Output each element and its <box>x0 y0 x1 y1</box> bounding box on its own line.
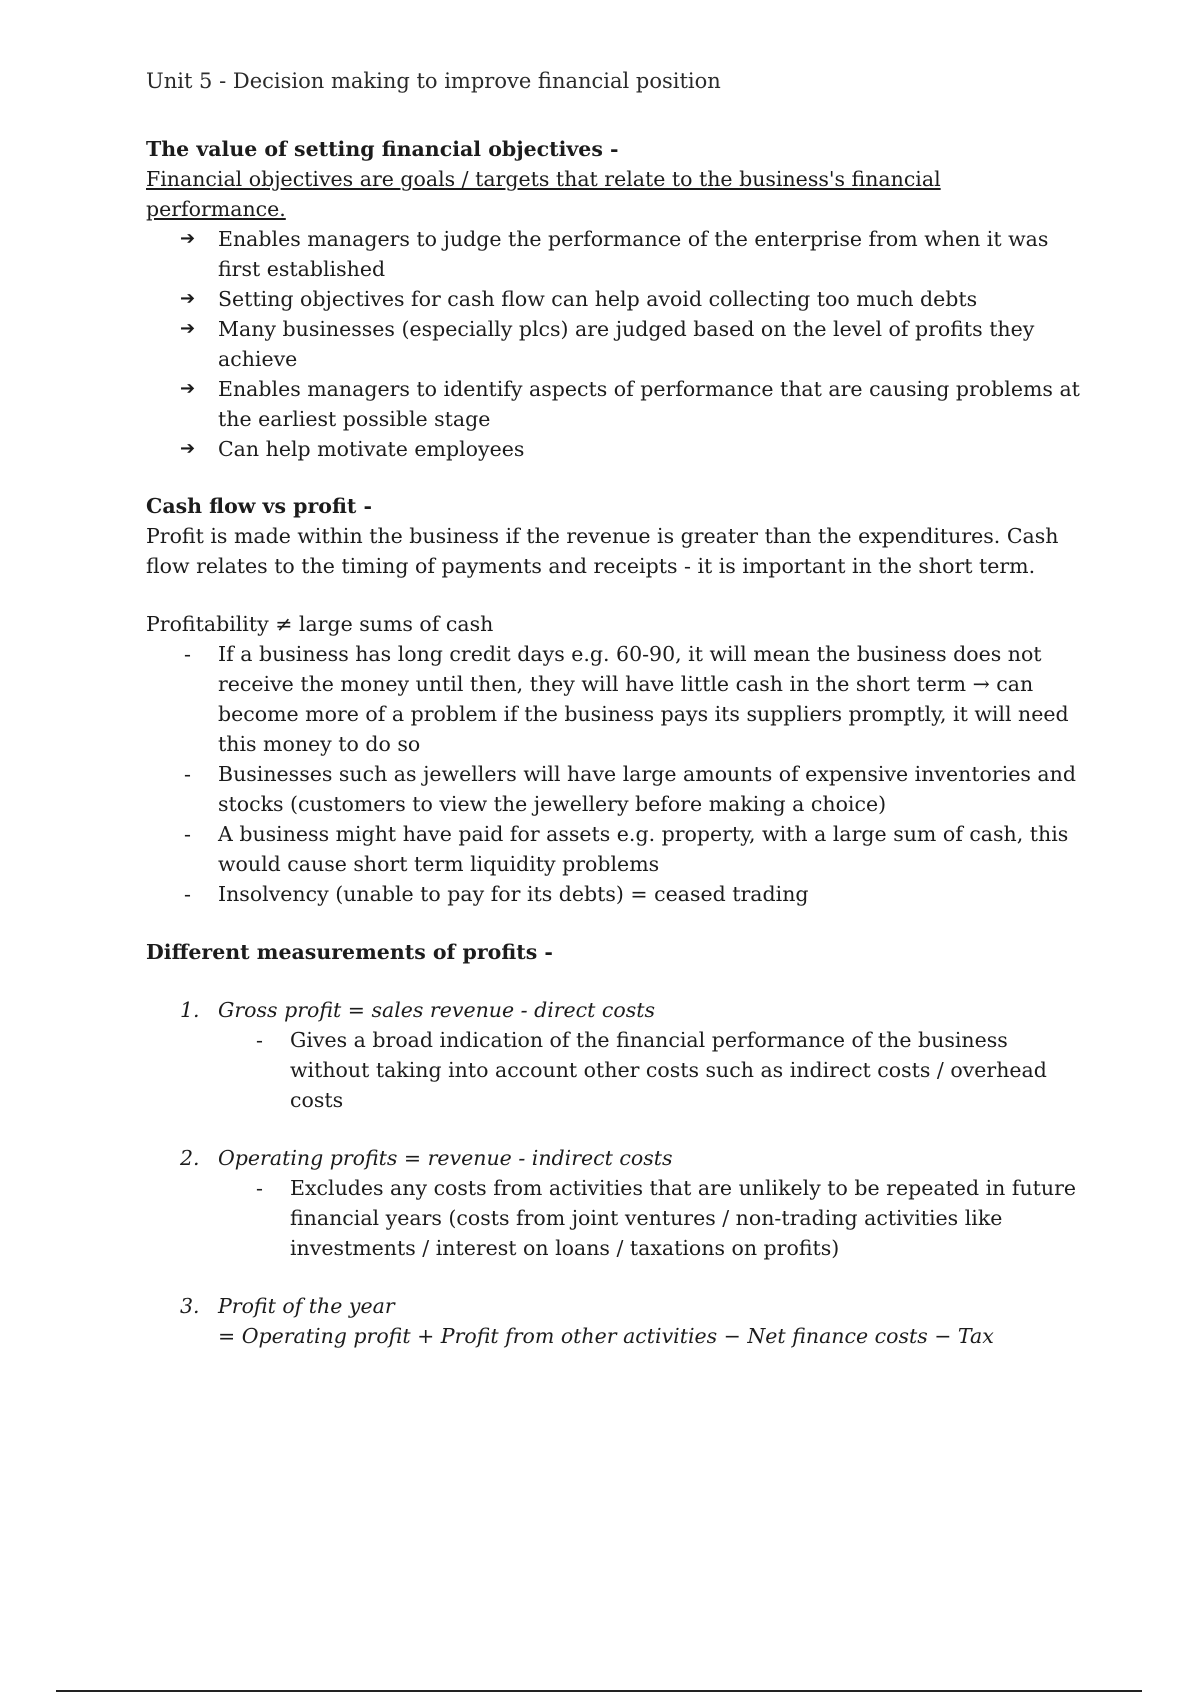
section-heading-profit-measurements: Different measurements of profits - <box>146 940 553 964</box>
list-item <box>146 995 1086 1025</box>
section-heading-cash-flow-vs-profit: Cash flow vs profit - <box>146 494 372 518</box>
gross-profit-note: Gives a broad indication of the financial performance of the business without taking into account other costs such as indirect costs / overhead costs <box>290 1028 1047 1112</box>
list-item <box>146 639 1086 759</box>
operating-profit-note: Excludes any costs from activities that are unlikely to be repeated in future financial years (costs from joint ventures / non-trading activities like investments / interest on loans / taxations on profits) <box>290 1176 1077 1260</box>
list-item <box>146 819 1086 879</box>
financial-objectives-definition: Financial objectives are goals / targets that relate to the business's financial performance. <box>146 167 941 221</box>
list-item-text: Businesses such as jewellers will have large amounts of expensive inventories and stocks (customers to view the jewellery before making a choice) <box>218 762 1076 816</box>
page-bottom-divider <box>56 1690 1142 1692</box>
list-item <box>146 314 1086 374</box>
list-item <box>146 224 1086 284</box>
dash-bullet: - <box>184 822 191 846</box>
dash-bullet: - <box>184 762 191 786</box>
document-page <box>146 66 1086 1351</box>
list-item-text: If a business has long credit days e.g. 60-90, it will mean the business does not receive the money until then, they will have little cash in the short term → can become more of a problem if the business pays its suppliers promptly, it will need this money to do so <box>218 642 1069 756</box>
profit-measurements-list <box>146 995 1086 1115</box>
item-number: 2. <box>180 1146 200 1170</box>
financial-objectives-list <box>146 224 1086 464</box>
list-item <box>146 1173 1086 1263</box>
list-item <box>146 374 1086 434</box>
dash-bullet: - <box>256 1028 263 1052</box>
list-item-text: Setting objectives for cash flow can help avoid collecting too much debts <box>218 287 978 311</box>
list-item-text: Insolvency (unable to pay for its debts) = ceased trading <box>218 882 809 906</box>
list-item <box>146 879 1086 909</box>
gross-profit-formula: Gross profit = sales revenue - direct costs <box>218 998 656 1022</box>
list-item <box>146 434 1086 464</box>
section-heading-financial-objectives: The value of setting financial objectives - <box>146 137 619 161</box>
dash-bullet: - <box>256 1176 263 1200</box>
list-item-text: Many businesses (especially plcs) are judged based on the level of profits they achieve <box>218 317 1035 371</box>
profit-of-year-formula: Profit of the year <box>218 1294 395 1318</box>
right-arrow-icon: ➔ <box>180 228 196 249</box>
list-item <box>146 1291 1086 1321</box>
right-arrow-icon: ➔ <box>180 318 196 339</box>
list-item-text: Enables managers to judge the performance of the enterprise from when it was first established <box>218 227 1049 281</box>
right-arrow-icon: ➔ <box>180 378 196 399</box>
operating-profit-formula: Operating profits = revenue - indirect costs <box>218 1146 673 1170</box>
list-item-text: A business might have paid for assets e.g. property, with a large sum of cash, this would cause short term liquidity problems <box>218 822 1069 876</box>
right-arrow-icon: ➔ <box>180 288 196 309</box>
profit-measurements-list <box>146 1143 1086 1263</box>
profit-measurements-list <box>146 1291 1086 1321</box>
list-item-text: Enables managers to identify aspects of performance that are causing problems at the earliest possible stage <box>218 377 1080 431</box>
profitability-list <box>146 639 1086 909</box>
list-item-text: Can help motivate employees <box>218 437 525 461</box>
list-item <box>146 759 1086 819</box>
dash-bullet: - <box>184 642 191 666</box>
item-number: 3. <box>180 1294 200 1318</box>
list-item <box>146 1025 1086 1115</box>
profit-of-year-formula-continued: = Operating profit + Profit from other activities − Net finance costs − Tax <box>218 1324 994 1348</box>
list-item <box>146 284 1086 314</box>
cash-flow-paragraph: Profit is made within the business if the revenue is greater than the expenditures. Cash flow relates to the timing of payments and receipts - it is important in the short term. <box>146 524 1059 578</box>
profitability-subheading: Profitability ≠ large sums of cash <box>146 612 494 636</box>
item-number: 1. <box>180 998 200 1022</box>
list-item <box>146 1143 1086 1173</box>
right-arrow-icon: ➔ <box>180 438 196 459</box>
dash-bullet: - <box>184 882 191 906</box>
document-title: Unit 5 - Decision making to improve financial position <box>146 69 721 93</box>
